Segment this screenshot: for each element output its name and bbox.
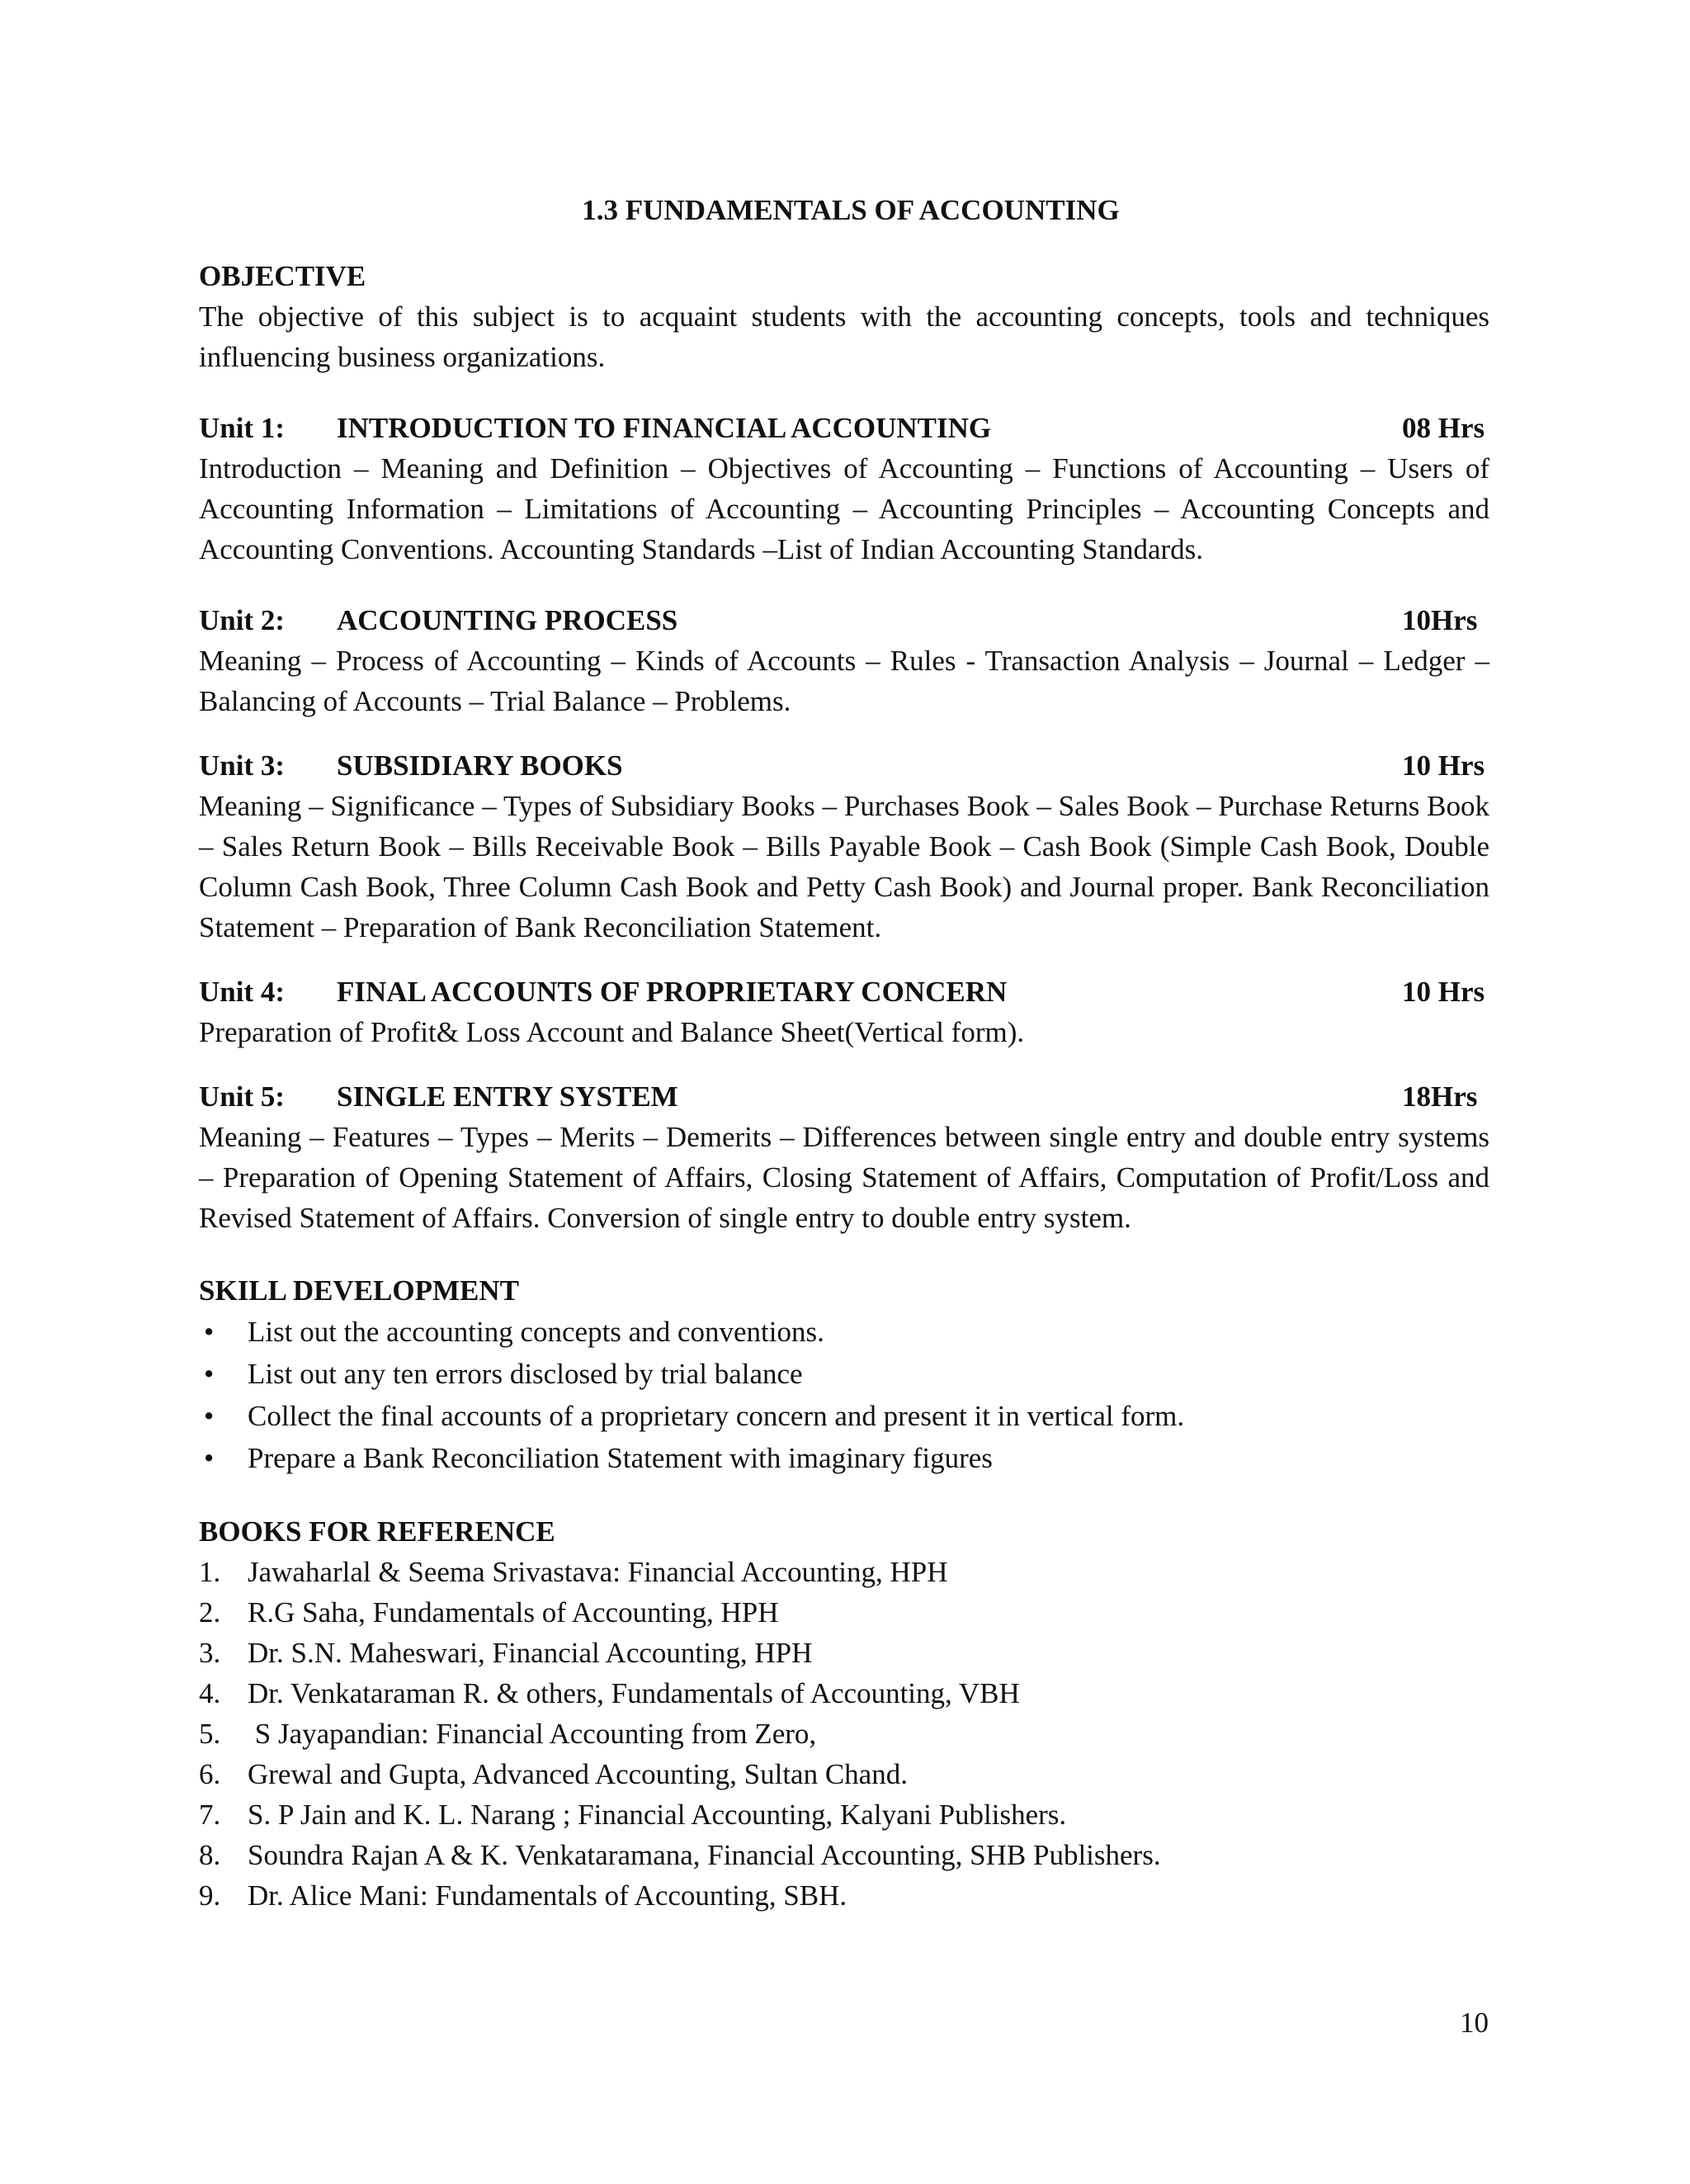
list-item bbox=[199, 1633, 1489, 1673]
page-title: 1.3 FUNDAMENTALS OF ACCOUNTING bbox=[582, 194, 1120, 226]
skill-list bbox=[199, 1311, 1489, 1479]
unit-hours: 18Hrs bbox=[1402, 1080, 1478, 1113]
books-heading: BOOKS FOR REFERENCE bbox=[199, 1515, 555, 1548]
unit-title: ACCOUNTING PROCESS bbox=[337, 604, 678, 636]
unit-label: Unit 4: bbox=[199, 976, 286, 1008]
list-item bbox=[199, 1353, 1489, 1395]
book-text: Dr. S.N. Maheswari, Financial Accounting, HPH bbox=[248, 1637, 813, 1669]
list-item bbox=[199, 1395, 1489, 1437]
bullet-icon: • bbox=[204, 1316, 215, 1348]
book-text: Grewal and Gupta, Advanced Accounting, Sultan Chand. bbox=[248, 1758, 908, 1790]
list-item bbox=[199, 1794, 1489, 1835]
unit-hours: 10 Hrs bbox=[1402, 976, 1485, 1008]
book-text: Jawaharlal & Seema Srivastava: Financial Accounting, HPH bbox=[248, 1556, 948, 1588]
unit-title: FINAL ACCOUNTS OF PROPRIETARY CONCERN bbox=[337, 976, 1008, 1008]
list-item bbox=[199, 1437, 1489, 1479]
unit-title: SUBSIDIARY BOOKS bbox=[337, 749, 623, 782]
document-page bbox=[199, 190, 1489, 1916]
book-text: Dr. Alice Mani: Fundamentals of Accounting, SBH. bbox=[248, 1879, 847, 1912]
unit-2-text: Meaning – Process of Accounting – Kinds of Accounts – Rules - Transaction Analysis – Journal – Ledger – Balancing of Accounts – Trial Balance – Problems. bbox=[199, 645, 1489, 717]
skill-text: List out any ten errors disclosed by trial balance bbox=[248, 1358, 803, 1390]
skill-text: List out the accounting concepts and conventions. bbox=[248, 1316, 824, 1348]
unit-title: INTRODUCTION TO FINANCIAL ACCOUNTING bbox=[337, 412, 992, 444]
list-item bbox=[199, 1552, 1489, 1592]
bullet-icon: • bbox=[204, 1358, 215, 1390]
list-item bbox=[199, 1592, 1489, 1633]
unit-label: Unit 2: bbox=[199, 604, 286, 636]
book-number: 3. bbox=[199, 1637, 221, 1669]
unit-4-text: Preparation of Profit& Loss Account and Balance Sheet(Vertical form). bbox=[199, 1016, 1025, 1048]
book-number: 4. bbox=[199, 1677, 221, 1709]
book-text: Soundra Rajan A & K. Venkataramana, Financial Accounting, SHB Publishers. bbox=[248, 1839, 1161, 1871]
unit-title: SINGLE ENTRY SYSTEM bbox=[337, 1080, 678, 1113]
list-item bbox=[199, 1714, 1489, 1754]
book-text: R.G Saha, Fundamentals of Accounting, HPH bbox=[248, 1596, 779, 1629]
books-list bbox=[199, 1552, 1489, 1916]
page-number: 10 bbox=[1460, 2007, 1489, 2039]
unit-3-header bbox=[199, 745, 1489, 786]
list-item bbox=[199, 1835, 1489, 1875]
list-item bbox=[199, 1311, 1489, 1353]
unit-hours: 10Hrs bbox=[1402, 604, 1478, 636]
book-number: 9. bbox=[199, 1879, 221, 1912]
unit-hours: 10 Hrs bbox=[1402, 749, 1485, 782]
book-number: 7. bbox=[199, 1799, 221, 1831]
bullet-icon: • bbox=[204, 1442, 215, 1474]
list-item bbox=[199, 1875, 1489, 1916]
book-number: 6. bbox=[199, 1758, 221, 1790]
skill-text: Prepare a Bank Reconciliation Statement with imaginary figures bbox=[248, 1442, 993, 1474]
objective-text: The objective of this subject is to acquaint students with the accounting concepts, tools and techniques influencing business organizations. bbox=[199, 300, 1489, 373]
bullet-icon: • bbox=[204, 1400, 215, 1432]
unit-label: Unit 3: bbox=[199, 749, 286, 782]
unit-4-header bbox=[199, 971, 1489, 1012]
list-item bbox=[199, 1673, 1489, 1714]
book-number: 2. bbox=[199, 1596, 221, 1629]
book-number: 5. bbox=[199, 1718, 221, 1750]
objective-heading: OBJECTIVE bbox=[199, 260, 366, 292]
book-text: S. P Jain and K. L. Narang ; Financial Accounting, Kalyani Publishers. bbox=[248, 1799, 1067, 1831]
list-item bbox=[199, 1754, 1489, 1794]
skill-development-heading: SKILL DEVELOPMENT bbox=[199, 1274, 520, 1307]
unit-label: Unit 5: bbox=[199, 1080, 286, 1113]
unit-hours: 08 Hrs bbox=[1402, 412, 1485, 444]
book-text: Dr. Venkataraman R. & others, Fundamentals of Accounting, VBH bbox=[248, 1677, 1020, 1709]
unit-2-header bbox=[199, 600, 1489, 641]
book-text: S Jayapandian: Financial Accounting from Zero, bbox=[248, 1718, 817, 1750]
book-number: 8. bbox=[199, 1839, 221, 1871]
unit-5-header bbox=[199, 1076, 1489, 1117]
unit-label: Unit 1: bbox=[199, 412, 286, 444]
unit-5-text: Meaning – Features – Types – Merits – Demerits – Differences between single entry and double entry systems – Preparation of Opening Statement of Affairs, Closing Statement of Affairs, Computation of Profit/Loss and Revised Statement of Affairs. Conversion of single entry to double entry system. bbox=[199, 1121, 1489, 1234]
unit-1-header bbox=[199, 408, 1489, 448]
unit-3-text: Meaning – Significance – Types of Subsidiary Books – Purchases Book – Sales Book – Purchase Returns Book – Sales Return Book – Bills Receivable Book – Bills Payable Book – Cash Book (Simple Cash Book, Double Column Cash Book, Three Column Cash Book and Petty Cash Book) and Journal proper. Bank Reconciliation Statement – Preparation of Bank Reconciliation Statement. bbox=[199, 790, 1489, 943]
unit-1-text: Introduction – Meaning and Definition – Objectives of Accounting – Functions of Accounting – Users of Accounting Information – Limitations of Accounting – Accounting Principles – Accounting Concepts and Accounting Conventions. Accounting Standards –List of Indian Accounting Standards. bbox=[199, 452, 1489, 565]
book-number: 1. bbox=[199, 1556, 221, 1588]
skill-text: Collect the final accounts of a proprietary concern and present it in vertical form. bbox=[248, 1400, 1185, 1432]
